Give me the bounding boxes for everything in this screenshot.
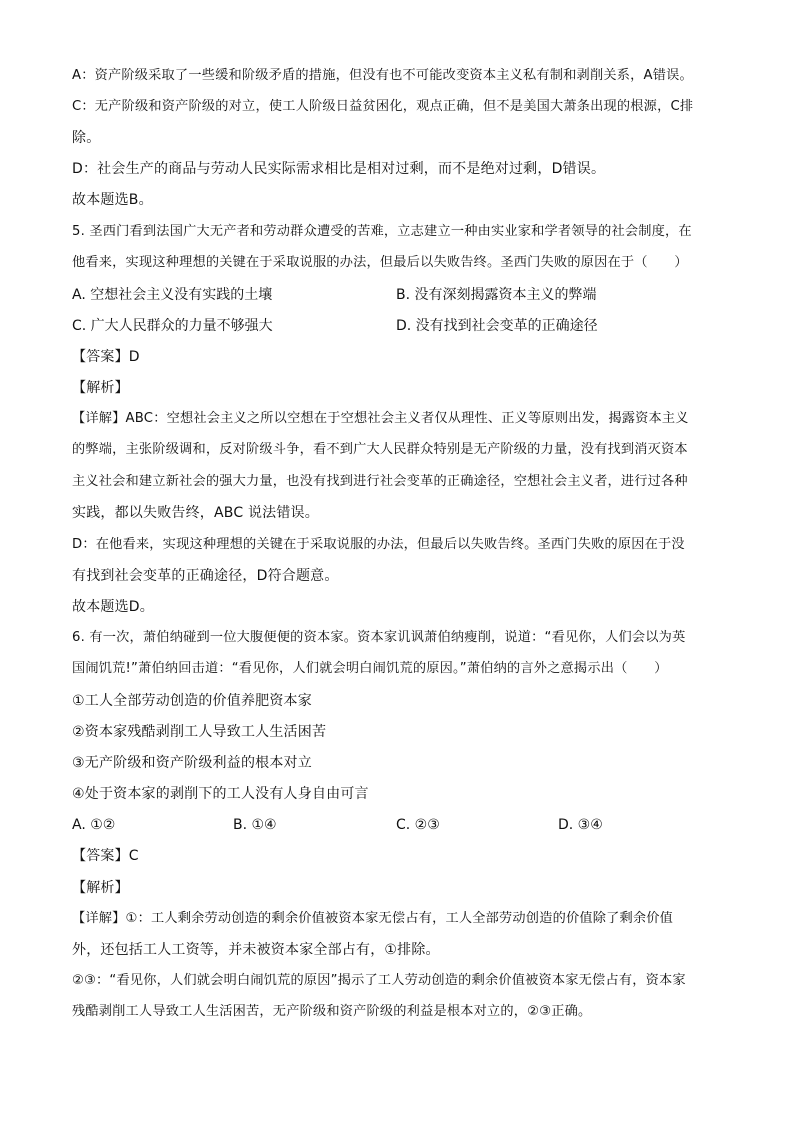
question-5-stem-cont: 他看来，实现这种理想的关键在于采取说服的办法，但最后以失败告终。圣西门失败的原因在于（ ） <box>72 255 688 270</box>
q5-explanation-line: 【详解】ABC：空想社会主义之所以空想在于空想社会主义者仅从理性、正义等原则出发，揭露资本主义 <box>72 411 689 426</box>
q5-option-b: B. 没有深刻揭露资本主义的弊端 <box>396 287 597 303</box>
conclusion-line: 故本题选B。 <box>72 192 153 208</box>
q5-option-c: C. 广大人民群众的力量不够强大 <box>72 318 273 334</box>
q6-option-d: D. ③④ <box>558 817 603 833</box>
analysis-line-c-cont: 除。 <box>72 130 101 146</box>
question-6-stem-cont: 国闹饥荒!”萧伯纳回击道：“看见你，人们就会明白闹饥荒的原因。”萧伯纳的言外之意揭示出（ ） <box>72 661 668 676</box>
q6-explanation-line: ②③：“看见你，人们就会明白闹饥荒的原因”揭示了工人劳动创造的剩余价值被资本家无偿占有，资本家 <box>72 973 686 988</box>
q5-answer: 【答案】D <box>72 349 140 365</box>
q6-answer: 【答案】C <box>72 848 139 864</box>
q6-explanation-line: 外，还包括工人工资等，并未被资本家全部占有，①排除。 <box>72 942 440 958</box>
q5-explanation-line: 主义社会和建立新社会的强大力量，也没有找到进行社会变革的正确途径，空想社会主义者，进行过各种 <box>72 474 688 489</box>
q6-explanation-line: 【详解】①：工人剩余劳动创造的剩余价值被资本家无偿占有，工人全部劳动创造的价值除了剩余价值 <box>72 911 674 926</box>
question-5-stem: 5. 圣西门看到法国广大无产者和劳动群众遭受的苦难，立志建立一种由实业家和学者领导的社会制度，在 <box>72 224 692 239</box>
q5-explanation-line: 有找到社会变革的正确途径，D符合题意。 <box>72 568 339 584</box>
q5-conclusion: 故本题选D。 <box>72 599 154 615</box>
q6-option-b: B. ①④ <box>233 817 277 833</box>
question-6-stem: 6. 有一次，萧伯纳碰到一位大腹便便的资本家。资本家讥讽萧伯纳瘦削，说道：“看见你，人们会以为英 <box>72 630 686 645</box>
analysis-line-d: D：社会生产的商品与劳动人民实际需求相比是相对过剩，而不是绝对过剩，D错误。 <box>72 161 606 177</box>
q5-explanation-line: 实践，都以失败告终，ABC 说法错误。 <box>72 505 319 521</box>
q5-option-a: A. 空想社会主义没有实践的土壤 <box>72 287 273 303</box>
q6-option-c: C. ②③ <box>396 817 440 833</box>
q5-option-d: D. 没有找到社会变革的正确途径 <box>396 318 598 334</box>
q5-explanation-line: 的弊端，主张阶级调和，反对阶级斗争，看不到广大人民群众特别是无产阶级的力量，没有找到消灭资本 <box>72 442 688 457</box>
q6-explanation-line: 残酷剥削工人导致工人生活困苦，无产阶级和资产阶级的利益是根本对立的，②③正确。 <box>72 1004 592 1019</box>
q5-explanation-line: D：在他看来，实现这种理想的关键在于采取说服的办法，但最后以失败告终。圣西门失败的原因在于没 <box>72 537 685 552</box>
q6-analysis-heading: 【解析】 <box>72 880 129 896</box>
q6-statement-3: ③无产阶级和资产阶级利益的根本对立 <box>72 755 312 771</box>
analysis-line-a: A：资产阶级采取了一些缓和阶级矛盾的措施，但没有也不可能改变资本主义私有制和剥削关系，A错误。 <box>72 68 693 83</box>
analysis-line-c: C：无产阶级和资产阶级的对立，使工人阶级日益贫困化，观点正确，但不是美国大萧条出现的根源，C排 <box>72 99 694 114</box>
q6-option-a: A. ①② <box>72 817 116 833</box>
q6-statement-2: ②资本家残酷剥削工人导致工人生活困苦 <box>72 724 327 740</box>
q5-analysis-heading: 【解析】 <box>72 380 129 396</box>
q6-statement-1: ①工人全部劳动创造的价值养肥资本家 <box>72 693 312 709</box>
q6-statement-4: ④处于资本家的剥削下的工人没有人身自由可言 <box>72 786 369 802</box>
